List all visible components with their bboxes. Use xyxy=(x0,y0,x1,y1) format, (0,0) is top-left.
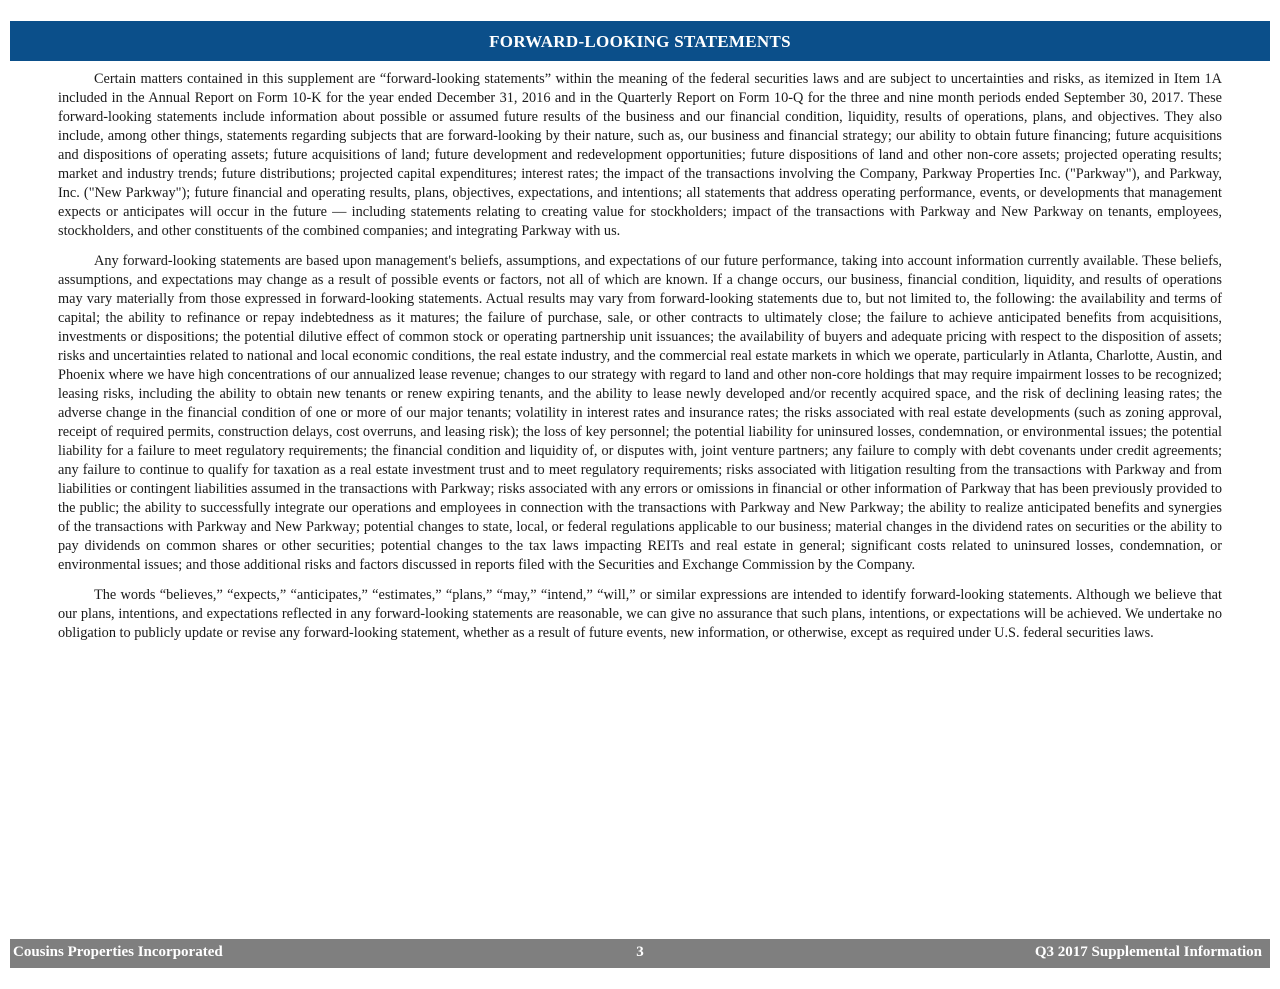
paragraph-forward-looking-intro: Certain matters contained in this supplement are “forward-looking statements” within the meaning of the federal securities laws and are subject to uncertainties and risks, as itemized in Item 1A included in the Annual Report on Form 10-K for the year ended December 31, 2016 and in the Quarterly Report on Form 10-Q for the three and nine month periods ended September 30, 2017. These forward-looking statements include information about possible or assumed future results of the business and our financial condition, liquidity, results of operations, plans, and objectives. They also include, among other things, statements regarding subjects that are forward-looking by their nature, such as, our business and financial strategy; our ability to obtain future financing; future acquisitions and dispositions of operating assets; future acquisitions of land; future development and redevelopment opportunities; future dispositions of land and other non-core assets; projected operating results; market and industry trends; future distributions; projected capital expenditures; interest rates; the impact of the transactions involving the Company, Parkway Properties Inc. ("Parkway"), and Parkway, Inc. ("New Parkway"); future financial and operating results, plans, objectives, expectations, and intentions; all statements that address operating performance, events, or developments that management expects or anticipates will occur in the future — including statements relating to creating value for stockholders; impact of the transactions with Parkway and New Parkway on tenants, employees, stockholders, and other constituents of the combined companies; and integrating Parkway with us. xyxy=(58,71,1222,239)
page-title: FORWARD-LOOKING STATEMENTS xyxy=(489,32,791,51)
title-bar xyxy=(10,21,1270,61)
document-body xyxy=(58,70,1222,654)
footer-report-name: Q3 2017 Supplemental Information xyxy=(1034,944,1262,960)
footer-page-number: 3 xyxy=(636,944,644,960)
footer-bar xyxy=(10,939,1270,968)
paragraph-identifying-words: The words “believes,” “expects,” “anticipates,” “estimates,” “plans,” “may,” “intend,” “will,” or similar expressions are intended to identify forward-looking statements. Although we believe that our plans, intentions, and expectations reflected in any forward-looking statements are reasonable, we can give no assurance that such plans, intentions, or expectations will be achieved. We undertake no obligation to publicly update or revise any forward-looking statement, whether as a result of future events, new information, or otherwise, except as required under U.S. federal securities laws. xyxy=(58,587,1222,641)
footer-company-name: Cousins Properties Incorporated xyxy=(13,944,223,960)
paragraph-risk-factors: Any forward-looking statements are based upon management's beliefs, assumptions, and expectations of our future performance, taking into account information currently available. These beliefs, assumptions, and expectations may change as a result of possible events or factors, not all of which are known. If a change occurs, our business, financial condition, liquidity, and results of operations may vary materially from those expressed in forward-looking statements. Actual results may vary from forward-looking statements due to, but not limited to, the following: the availability and terms of capital; the ability to refinance or repay indebtedness as it matures; the failure of purchase, sale, or other contracts to ultimately close; the failure to achieve anticipated benefits from acquisitions, investments or dispositions; the potential dilutive effect of common stock or operating partnership unit issuances; the availability of buyers and adequate pricing with respect to the disposition of assets; risks and uncertainties related to national and local economic conditions, the real estate industry, and the commercial real estate markets in which we operate, particularly in Atlanta, Charlotte, Austin, and Phoenix where we have high concentrations of our annualized lease revenue; changes to our strategy with regard to land and other non-core holdings that may require impairment losses to be recognized; leasing risks, including the ability to obtain new tenants or renew expiring tenants, and the ability to lease newly developed and/or recently acquired space, and the risk of declining leasing rates; the adverse change in the financial condition of one or more of our major tenants; volatility in interest rates and insurance rates; the risks associated with real estate developments (such as zoning approval, receipt of required permits, construction delays, cost overruns, and leasing risk); the loss of key personnel; the potential liability for uninsured losses, condemnation, or environmental issues; the potential liability for a failure to meet regulatory requirements; the financial condition and liquidity of, or disputes with, joint venture partners; any failure to comply with debt covenants under credit agreements; any failure to continue to qualify for taxation as a real estate investment trust and to meet regulatory requirements; risks associated with litigation resulting from the transactions with Parkway and from liabilities or contingent liabilities assumed in the transactions with Parkway; risks associated with any errors or omissions in financial or other information of Parkway that has been previously provided to the public; the ability to successfully integrate our operations and employees in connection with the transactions with Parkway and New Parkway; the ability to realize anticipated benefits and synergies of the transactions with Parkway and New Parkway; potential changes to state, local, or federal regulations applicable to our business; material changes in the dividend rates on securities or the ability to pay dividends on common shares or other securities; potential changes to the tax laws impacting REITs and real estate in general; significant costs related to uninsured losses, condemnation, or environmental issues; and those additional risks and factors discussed in reports filed with the Securities and Exchange Commission by the Company. xyxy=(58,253,1222,573)
